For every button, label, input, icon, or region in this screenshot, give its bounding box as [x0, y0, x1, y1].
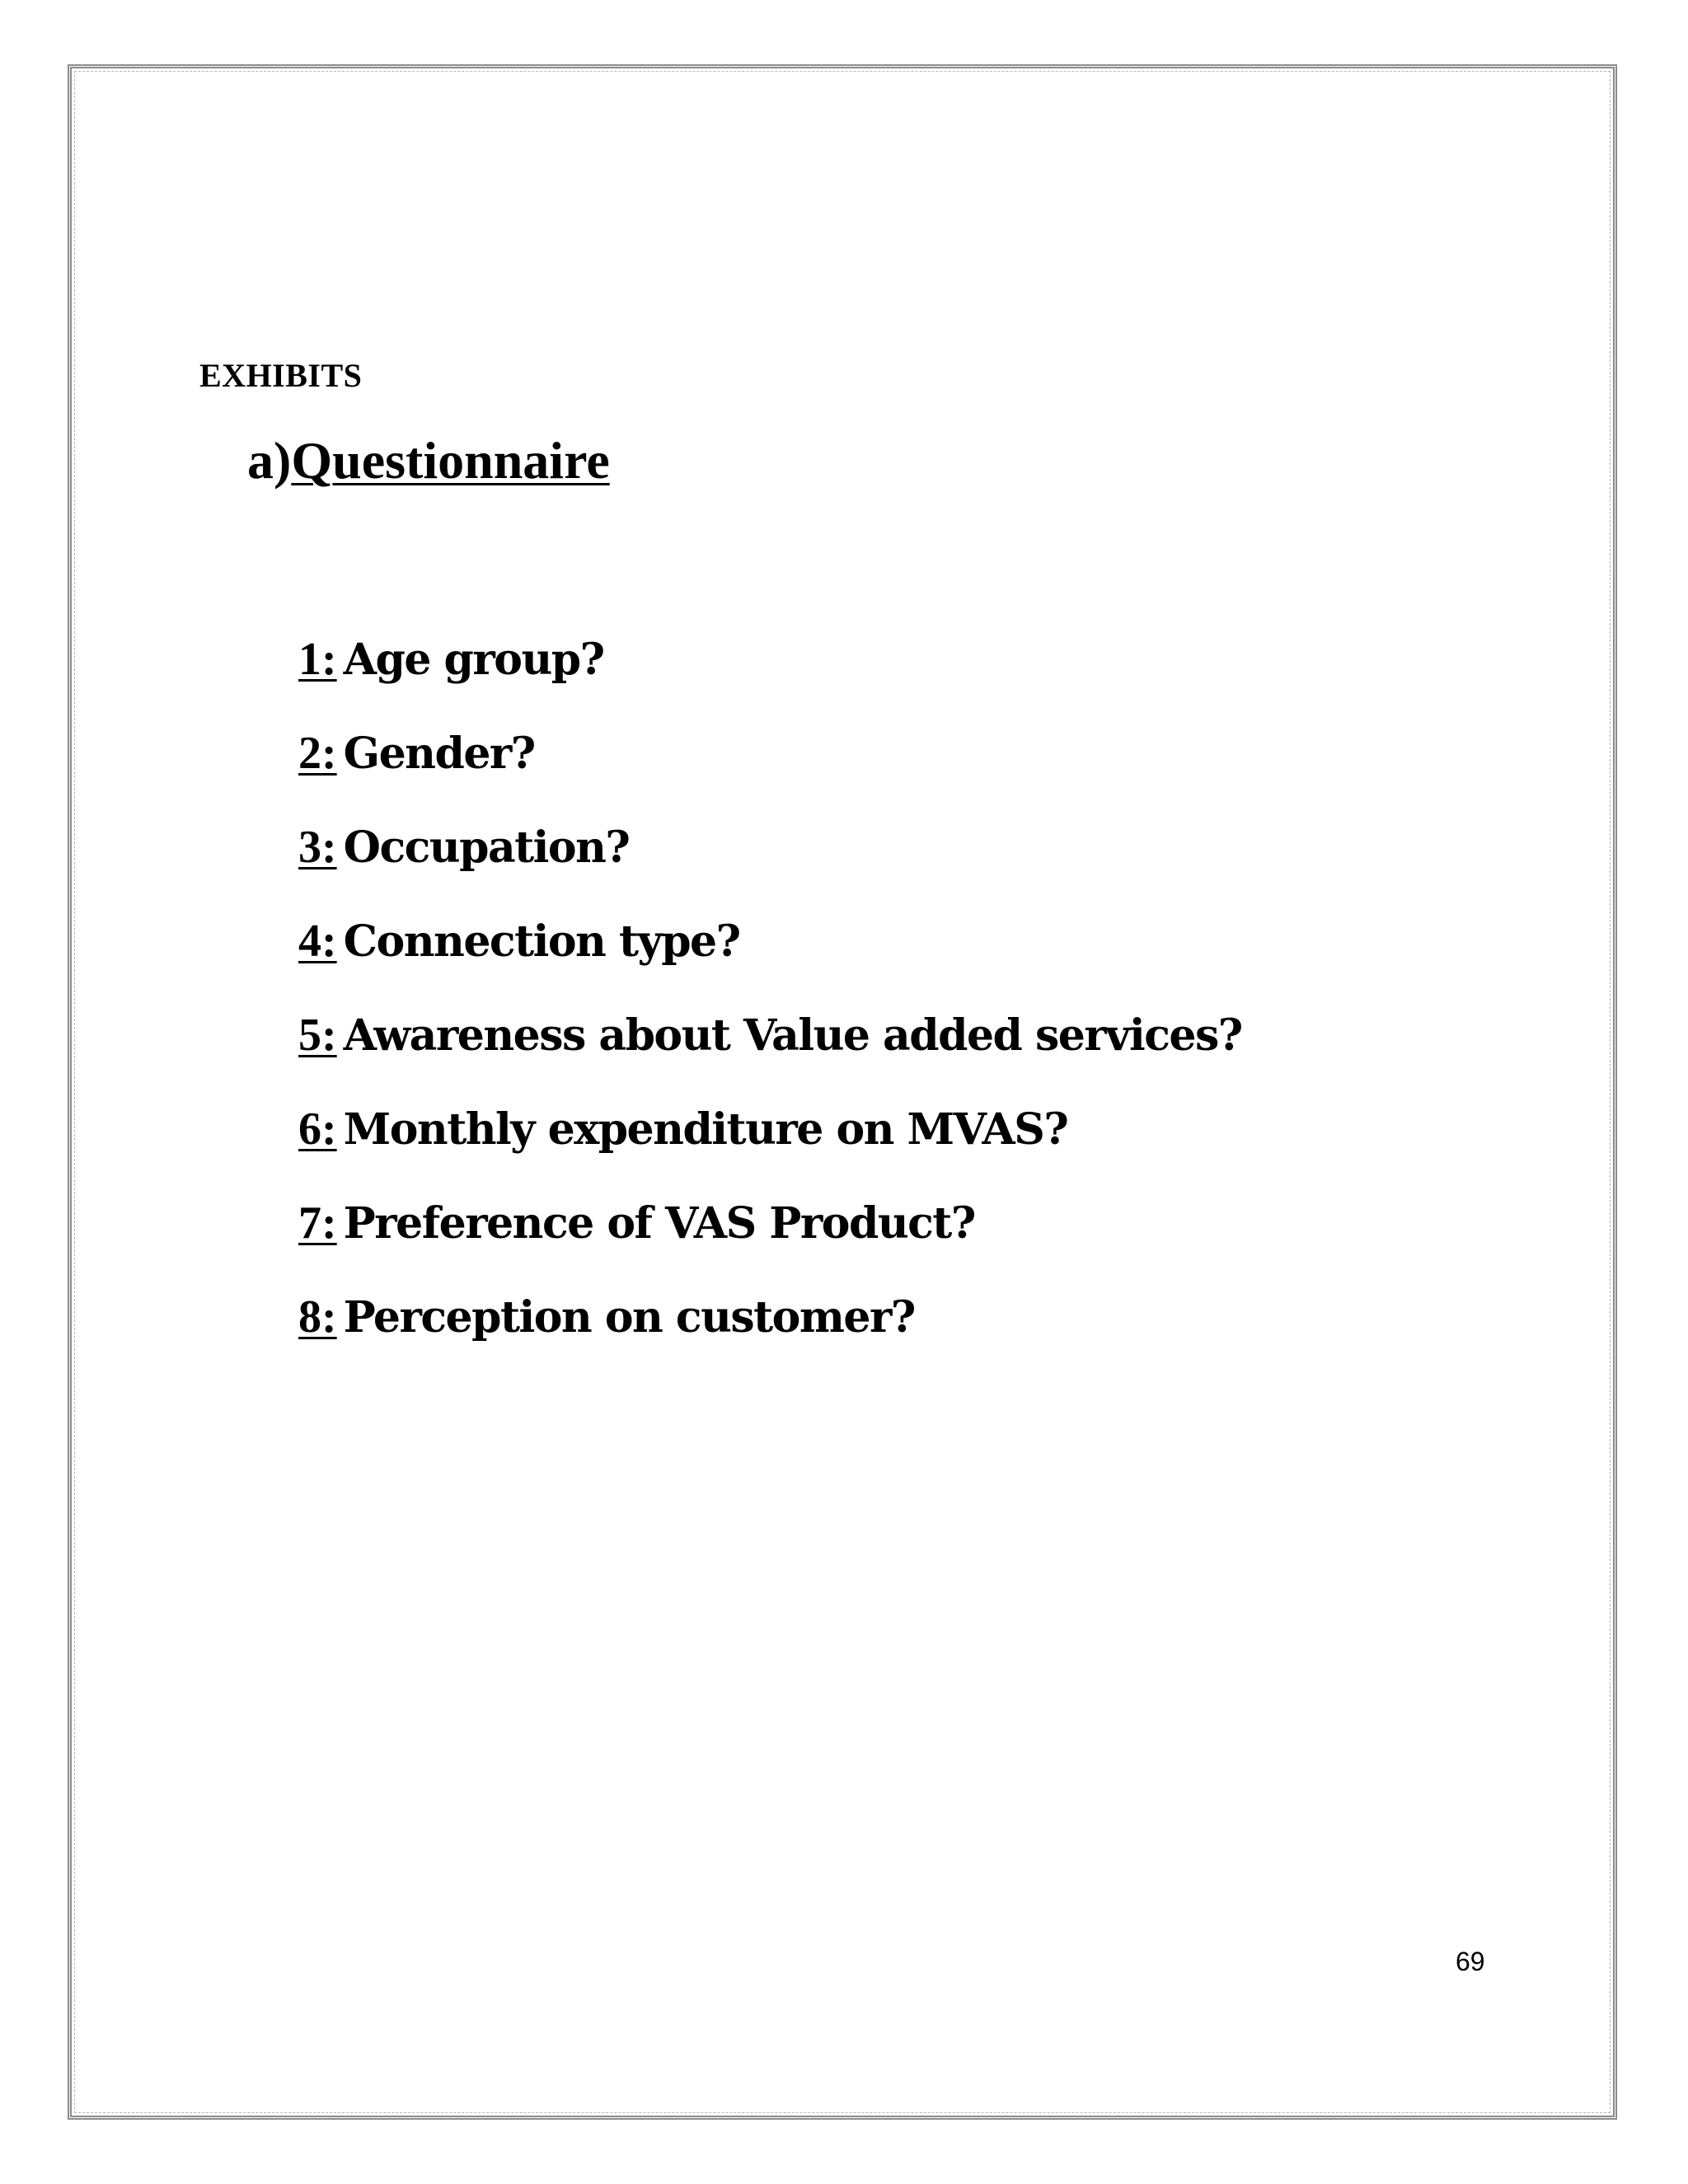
question-item [298, 720, 1242, 814]
question-text: Preference of VAS Product? [343, 1198, 975, 1249]
question-number: 1: [298, 634, 337, 685]
question-number: 5: [298, 1010, 337, 1061]
question-item [298, 908, 1242, 1002]
heading-title: Questionnaire [291, 431, 610, 490]
question-text: Occupation? [343, 823, 630, 873]
question-text: Gender? [343, 729, 535, 779]
heading-marker: a) [247, 431, 292, 490]
question-number: 6: [298, 1104, 337, 1155]
question-number: 7: [298, 1197, 337, 1249]
question-text: Perception on customer? [343, 1292, 915, 1343]
question-text: Monthly expenditure on MVAS? [343, 1104, 1068, 1155]
question-item [298, 814, 1242, 908]
question-number: 8: [298, 1291, 337, 1343]
question-text: Age group? [343, 635, 604, 685]
question-number: 3: [298, 822, 337, 873]
question-text: Awareness about Value added services? [343, 1010, 1242, 1061]
question-item [298, 1284, 1242, 1378]
question-item [298, 626, 1242, 720]
section-heading [247, 430, 610, 491]
page-number: 69 [1456, 1947, 1485, 1976]
question-list [298, 626, 1242, 1378]
question-item [298, 1002, 1242, 1096]
section-label: EXHIBITS [199, 357, 363, 394]
question-number: 2: [298, 728, 337, 779]
question-text: Connection type? [343, 916, 740, 967]
question-item [298, 1190, 1242, 1284]
question-number: 4: [298, 916, 337, 967]
question-item [298, 1096, 1242, 1190]
